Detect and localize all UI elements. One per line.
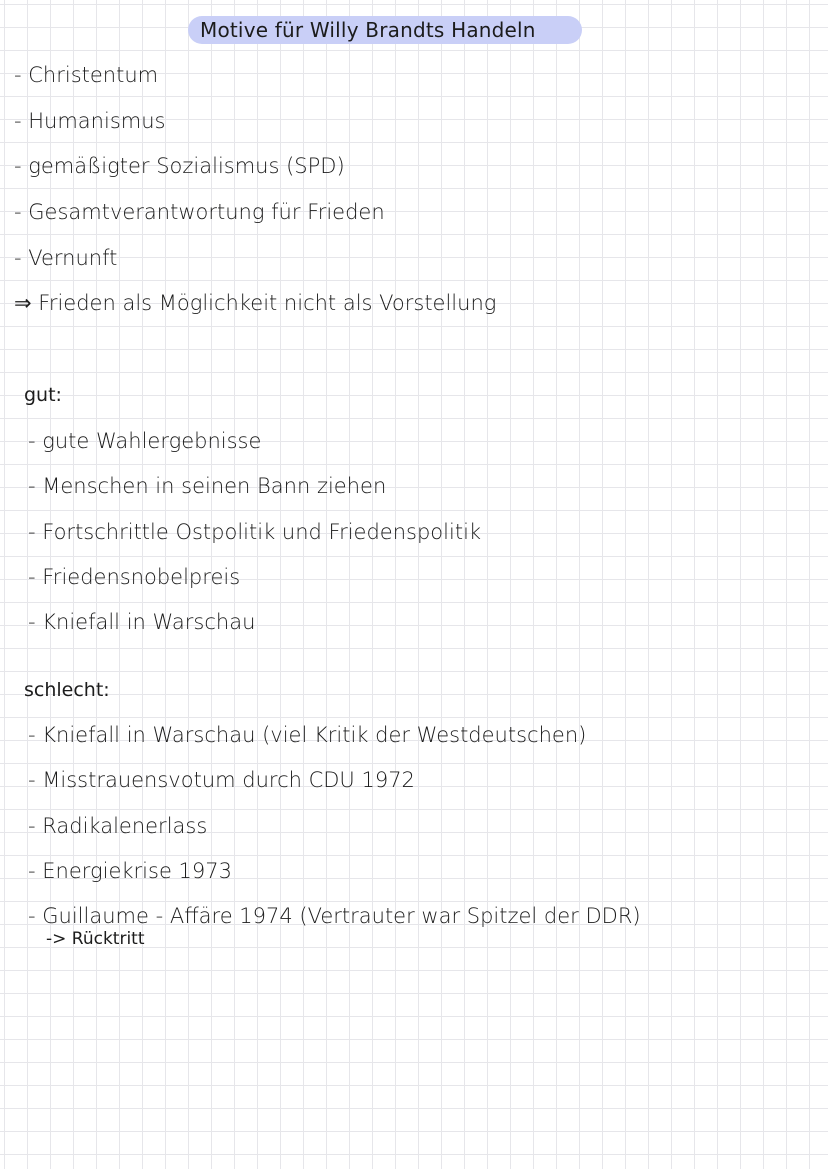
motive-item: - Humanismus <box>14 109 166 133</box>
bad-item: - Kniefall in Warschau (viel Kritik der Westdeutschen) <box>28 723 587 747</box>
good-item: - Fortschrittle Ostpolitik und Friedenspolitik <box>28 520 482 544</box>
bad-heading: schlecht: <box>24 679 110 701</box>
consequence-note: -> Rücktritt <box>46 929 145 949</box>
motive-item: - Gesamtverantwortung für Frieden <box>14 200 385 224</box>
good-heading: gut: <box>24 384 62 406</box>
motive-item: - Christentum <box>14 63 159 87</box>
motive-conclusion: ⇒ Frieden als Möglichkeit nicht als Vorstellung <box>14 291 497 315</box>
page-title: Motive für Willy Brandts Handeln <box>200 18 536 42</box>
bad-item: - Radikalenerlass <box>28 814 208 838</box>
good-item: - Friedensnobelpreis <box>28 565 241 589</box>
good-item: - Menschen in seinen Bann ziehen <box>28 474 387 498</box>
bad-item: - Guillaume - Affäre 1974 (Vertrauter war Spitzel der DDR) <box>28 904 641 928</box>
bad-item: - Energiekrise 1973 <box>28 859 232 883</box>
motive-item: - Vernunft <box>14 246 118 270</box>
motive-item: - gemäßigter Sozialismus (SPD) <box>14 154 345 178</box>
good-item: - Kniefall in Warschau <box>28 610 256 634</box>
good-item: - gute Wahlergebnisse <box>28 429 262 453</box>
bad-item: - Misstrauensvotum durch CDU 1972 <box>28 768 415 792</box>
